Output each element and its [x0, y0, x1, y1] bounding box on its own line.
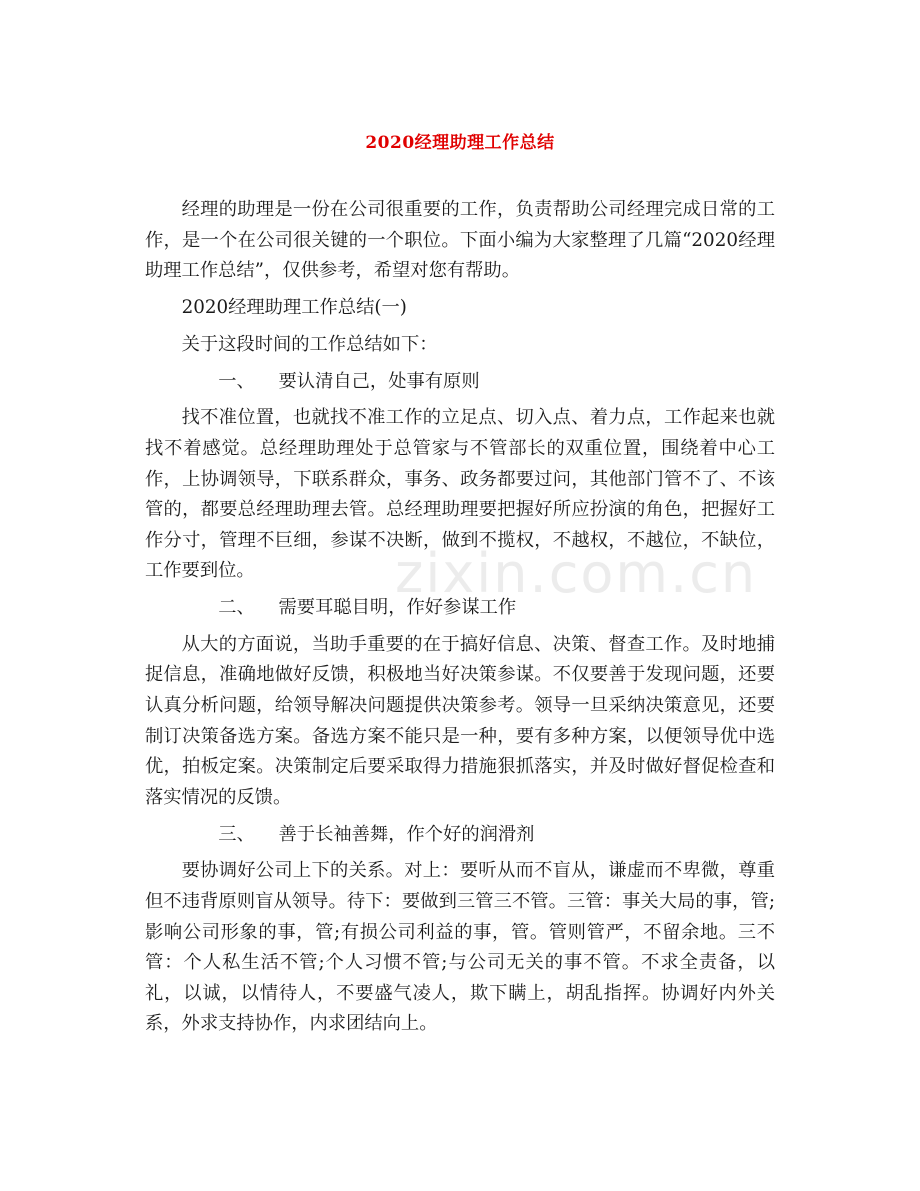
section-heading: [145, 820, 775, 851]
section-body: 要协调好公司上下的关系。对上：要听从而不盲从，谦虚而不卑微，尊重但不违背原则盲从领导。待下：要做到三管三不管。三管：事关大局的事，管;影响公司形象的事，管;有损公司利益的事，管。管则管严，不留余地。三不管：个人私生活不管;个人习惯不管;与公司无关的事不管。不求全责备，以礼，以诚，以情待人，不要盛气凌人，欺下瞒上，胡乱指挥。协调好内外关系，外求支持协作，内求团结向上。: [145, 860, 775, 1035]
lead-paragraph: 关于这段时间的工作总结如下：: [181, 333, 438, 355]
intro-paragraph: 经理的助理是一份在公司很重要的工作，负责帮助公司经理完成日常的工作，是一个在公司很关键的一个职位。下面小编为大家整理了几篇“2020经理助理工作总结”，仅供参考，希望对您有帮助。: [145, 199, 775, 282]
document-body: [145, 195, 775, 1046]
section-body: 从大的方面说，当助手重要的在于搞好信息、决策、督查工作。及时地捕捉信息，准确地做好反馈，积极地当好决策参谋。不仅要善于发现问题，还要认真分析问题，给领导解决问题提供决策参考。领导一旦采纳决策意见，还要制订决策备选方案。备选方案不能只是一种，要有多种方案，以便领导优中选优，拍板定案。决策制定后要采取得力措施狠抓落实，并及时做好督促检查和落实情况的反馈。: [145, 633, 775, 808]
section-number: 二、: [218, 597, 255, 619]
document-title: 2020经理助理工作总结: [365, 133, 555, 153]
section-heading-text: 善于长袖善舞，作个好的润滑剂: [278, 823, 535, 845]
section-heading-text: 需要耳聪目明，作好参谋工作: [278, 597, 517, 619]
section-number: 三、: [218, 823, 255, 845]
section-body: 找不准位置，也就找不准工作的立足点、切入点、着力点，工作起来也就找不着感觉。总经理助理处于总管家与不管部长的双重位置，围绕着中心工作，上协调领导，下联系群众，事务、政务都要过问，其他部门管不了、不该管的，都要总经理助理去管。总经理助理要把握好所应扮演的角色，把握好工作分寸，管理不巨细，参谋不决断，做到不揽权，不越权，不越位，不缺位，工作要到位。: [145, 407, 775, 582]
section-number: 一、: [218, 370, 255, 392]
watermark: zixin.com.cn: [395, 542, 758, 605]
part-title: 2020经理助理工作总结(一): [181, 296, 407, 318]
section-heading-text: 要认清自己，处事有原则: [278, 370, 480, 392]
section-heading: [145, 367, 775, 398]
section-heading: [145, 593, 775, 624]
